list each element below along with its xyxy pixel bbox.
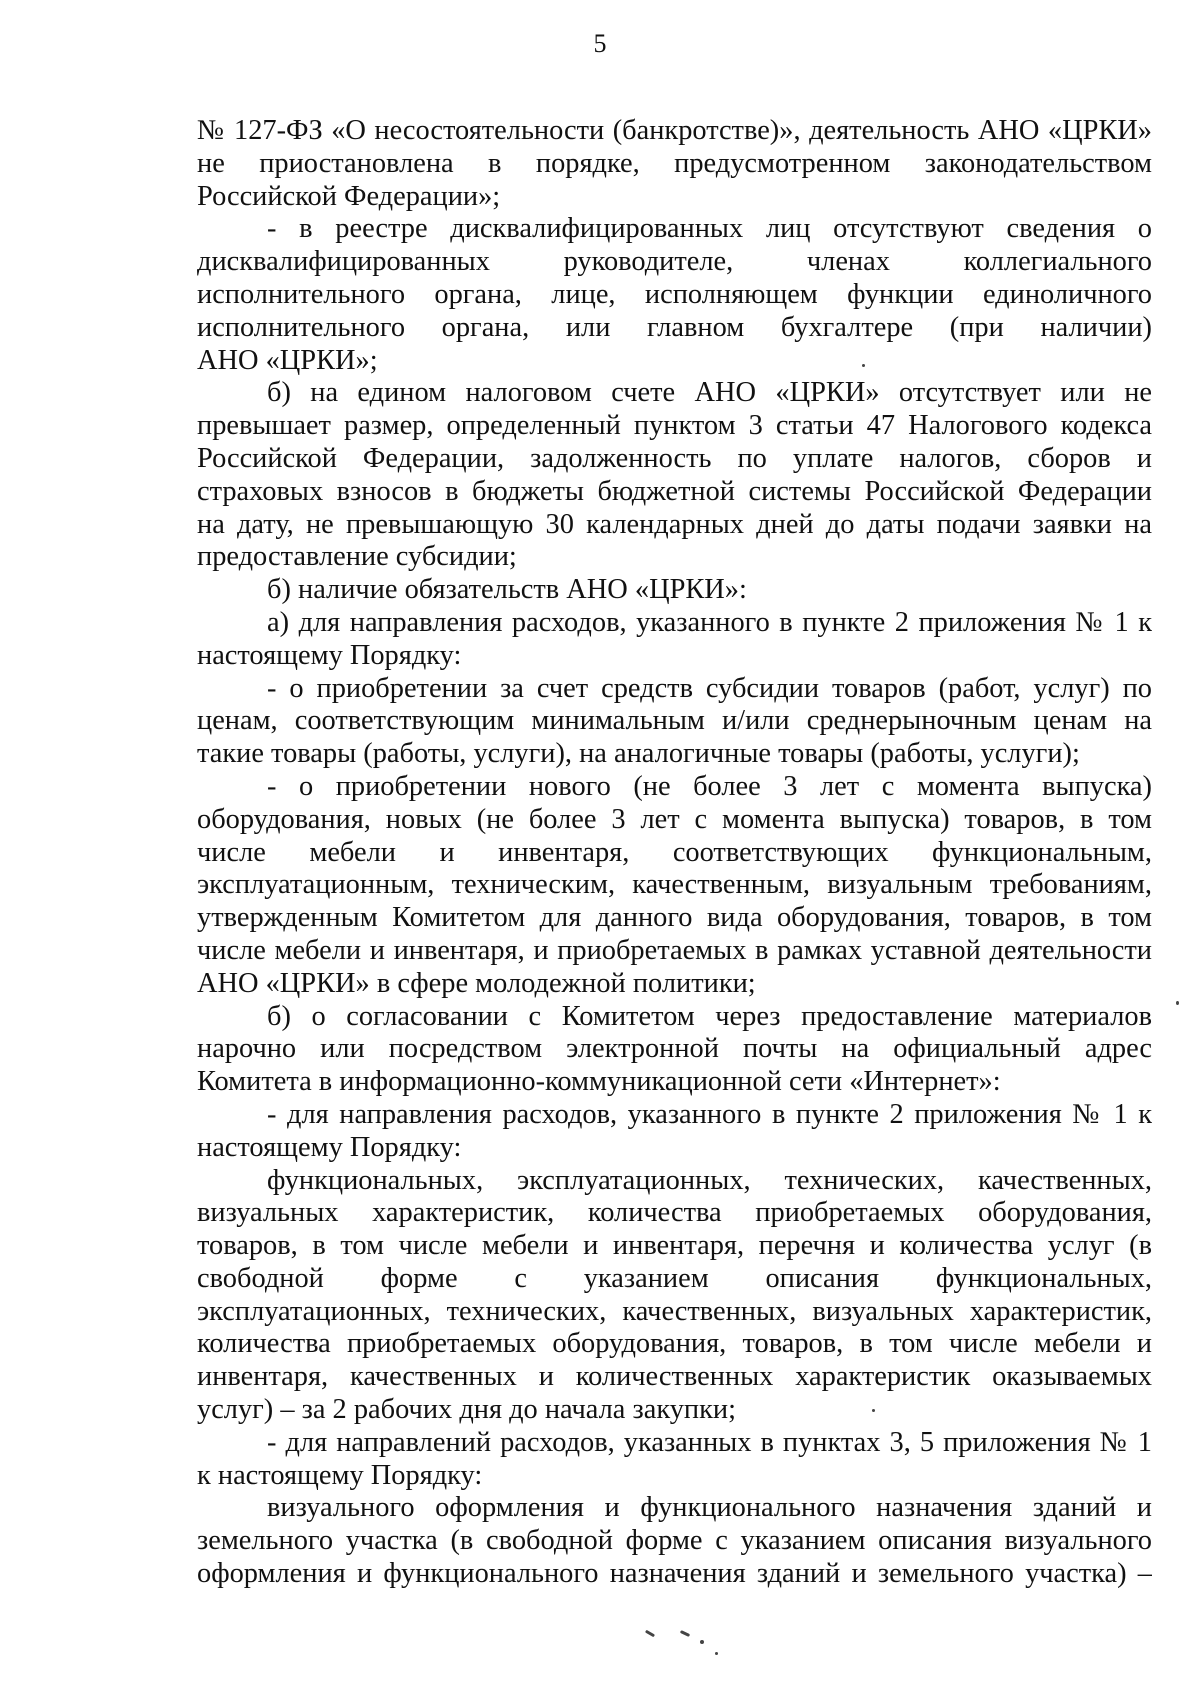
scan-speck [680, 1630, 690, 1637]
text-line: числе мебели и инвентаря, и приобретаемых в рамках уставной деятельности [197, 934, 1152, 966]
text-line: оформления и функционального назначения зданий и земельного участка) – [197, 1558, 1152, 1590]
scan-speck [715, 1652, 718, 1655]
text-line: б) о согласовании с Комитетом через предоставление материалов [267, 1000, 1152, 1032]
text-line: земельного участка (в свободной форме с указанием описания визуального [197, 1525, 1152, 1557]
text-line: предоставление субсидии; [197, 541, 517, 573]
text-line: АНО «ЦРКИ»; [197, 344, 378, 376]
text-line: превышает размер, определенный пунктом 3 статьи 47 Налогового кодекса [197, 410, 1152, 442]
text-line: б) на едином налоговом счете АНО «ЦРКИ» отсутствует или не [267, 377, 1152, 409]
text-line: услуг) – за 2 рабочих дня до начала закупки; [197, 1394, 736, 1426]
text-line: - для направлений расходов, указанных в пунктах 3, 5 приложения № 1 [267, 1426, 1152, 1458]
text-line: свободной форме с указанием описания функциональных, [197, 1262, 1152, 1294]
text-line: числе мебели и инвентаря, соответствующих функциональным, [197, 836, 1152, 868]
text-line: Российской Федерации»; [197, 180, 501, 212]
text-line: к настоящему Порядку: [197, 1459, 483, 1491]
text-line: АНО «ЦРКИ» в сфере молодежной политики; [197, 967, 756, 999]
text-line: количества приобретаемых оборудования, товаров, в том числе мебели и [197, 1328, 1152, 1360]
text-line: визуальных характеристик, количества приобретаемых оборудования, [197, 1197, 1152, 1229]
scan-speck [700, 1640, 704, 1644]
text-line: товаров, в том числе мебели и инвентаря, перечня и количества услуг (в [197, 1230, 1152, 1262]
text-line: исполнительного органа, или главном бухгалтере (при наличии) [197, 311, 1152, 343]
text-line: - в реестре дисквалифицированных лиц отсутствуют сведения о [267, 213, 1152, 245]
text-line: функциональных, эксплуатационных, технических, качественных, [267, 1164, 1152, 1196]
text-line: № 127-ФЗ «О несостоятельности (банкротстве)», деятельность АНО «ЦРКИ» [197, 115, 1152, 146]
text-line: исполнительного органа, лице, исполняющем функции единоличного [197, 278, 1152, 310]
text-line: дисквалифицированных руководителе, членах коллегиального [197, 246, 1152, 278]
document-body [197, 115, 1152, 1591]
text-line: страховых взносов в бюджеты бюджетной системы Российской Федерации [197, 475, 1152, 507]
text-line: ценам, соответствующим минимальным и/или среднерыночным ценам на [197, 705, 1152, 737]
text-line: - для направления расходов, указанного в пункте 2 приложения № 1 к [267, 1098, 1152, 1130]
text-line: настоящему Порядку: [197, 1131, 462, 1163]
text-line: эксплуатационных, технических, качественных, визуальных характеристик, [197, 1295, 1152, 1327]
text-line: Комитета в информационно-коммуникационной сети «Интернет»: [197, 1066, 1001, 1098]
text-line: инвентаря, качественных и количественных характеристик оказываемых [197, 1361, 1152, 1393]
scan-speck [1176, 1001, 1179, 1005]
text-line: б) наличие обязательств АНО «ЦРКИ»: [267, 574, 747, 606]
text-line: - о приобретении за счет средств субсидии товаров (работ, услуг) по [267, 672, 1152, 704]
text-line: оборудования, новых (не более 3 лет с момента выпуска) товаров, в том [197, 803, 1152, 835]
text-line: Российской Федерации, задолженность по уплате налогов, сборов и [197, 442, 1152, 474]
text-line: не приостановлена в порядке, предусмотренном законодательством [197, 147, 1152, 179]
text-line: утвержденным Комитетом для данного вида оборудования, товаров, в том [197, 902, 1152, 934]
scan-speck [862, 364, 865, 367]
text-line: а) для направления расходов, указанного в пункте 2 приложения № 1 к [267, 606, 1152, 638]
scan-speck [645, 1630, 655, 1638]
scan-speck [872, 1409, 875, 1412]
text-line: на дату, не превышающую 30 календарных дней до даты подачи заявки на [197, 508, 1152, 540]
text-line: такие товары (работы, услуги), на аналогичные товары (работы, услуги); [197, 738, 1080, 770]
text-line: нарочно или посредством электронной почты на официальный адрес [197, 1033, 1152, 1065]
text-line: визуального оформления и функционального назначения зданий и [267, 1492, 1152, 1524]
text-line: эксплуатационным, техническим, качественным, визуальным требованиям, [197, 869, 1152, 901]
text-line: настоящему Порядку: [197, 639, 462, 671]
page-number: 5 [593, 29, 607, 58]
text-line: - о приобретении нового (не более 3 лет с момента выпуска) [267, 770, 1152, 802]
